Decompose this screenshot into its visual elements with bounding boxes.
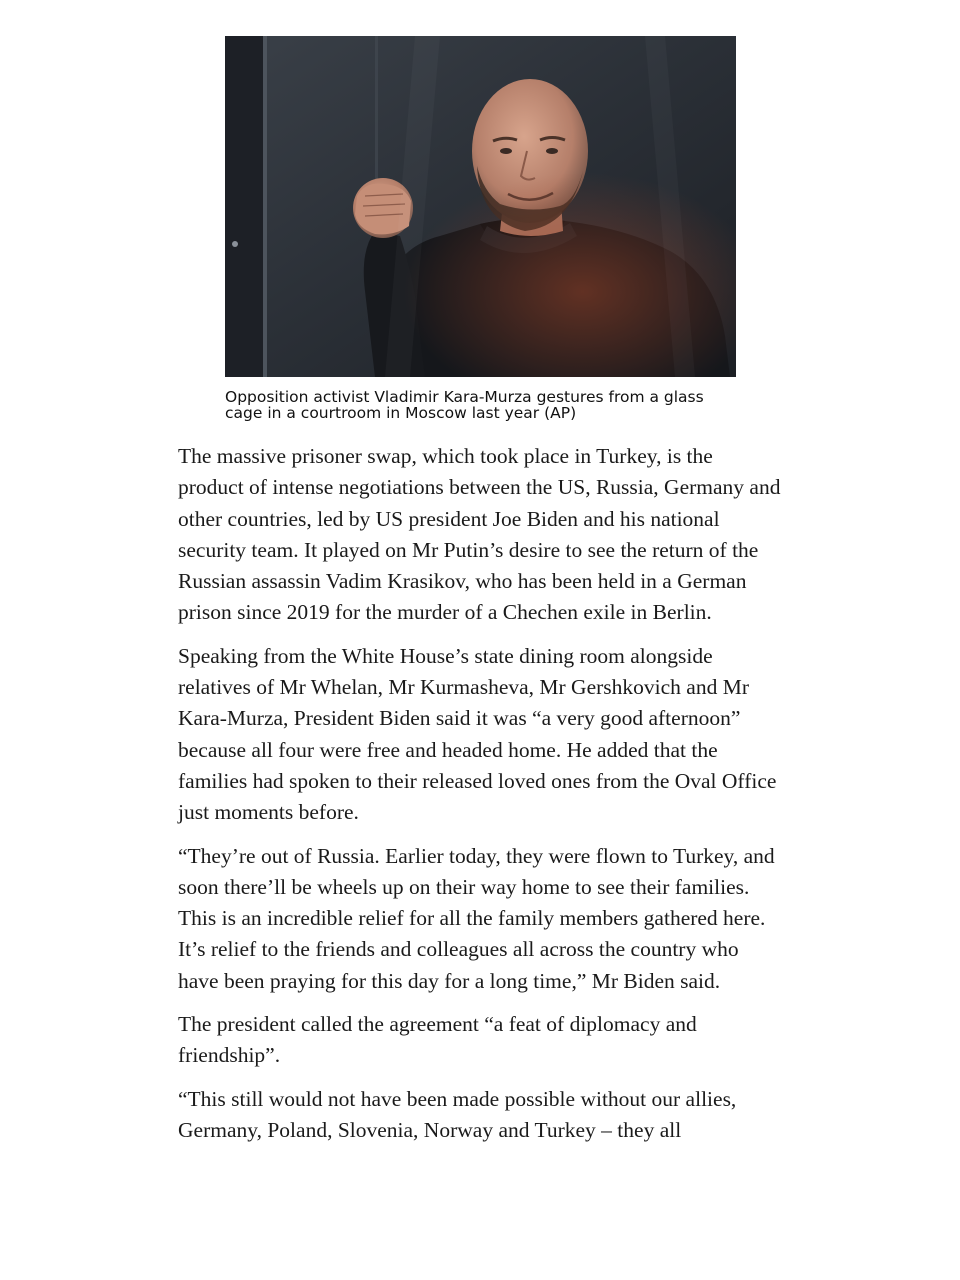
article-paragraph-2: Speaking from the White House’s state dining room alongside relatives of Mr Whelan, Mr Kurmasheva, Mr Gershkovich and Mr Kara-Murza, President Biden said it was “a very good afternoon” because all four were free and headed home. He added that the families had spoken to their released loved ones from the Oval Office just moments before. — [178, 643, 777, 825]
article-figure — [225, 36, 736, 421]
article-paragraph-4: The president called the agreement “a feat of diplomacy and friendship”. — [178, 1012, 697, 1068]
article — [178, 36, 782, 1158]
article-paragraph-1: The massive prisoner swap, which took place in Turkey, is the product of intense negotiations between the US, Russia, Germany and other countries, led by US president Joe Biden and his national security team. It played on Mr Putin’s desire to see the return of the Russian assassin Vadim Krasikov, who has been held in a German prison since 2019 for the murder of a Chechen exile in Berlin. — [178, 444, 781, 625]
article-paragraph-5: “This still would not have been made possible without our allies, Germany, Poland, Slovenia, Norway and Turkey – they all — [178, 1086, 737, 1142]
article-paragraph-3: “They’re out of Russia. Earlier today, they were flown to Turkey, and soon there’ll be wheels up on their way home to see their families. This is an incredible relief for all the family members gathered here. It’s relief to the friends and colleagues all across the country who have been praying for this day for a long time,” Mr Biden said. — [178, 843, 775, 993]
article-photo — [225, 36, 736, 377]
article-body — [178, 441, 782, 1146]
photo-caption: Opposition activist Vladimir Kara-Murza gestures from a glass cage in a courtroom in Moscow last year (AP) — [225, 388, 704, 422]
